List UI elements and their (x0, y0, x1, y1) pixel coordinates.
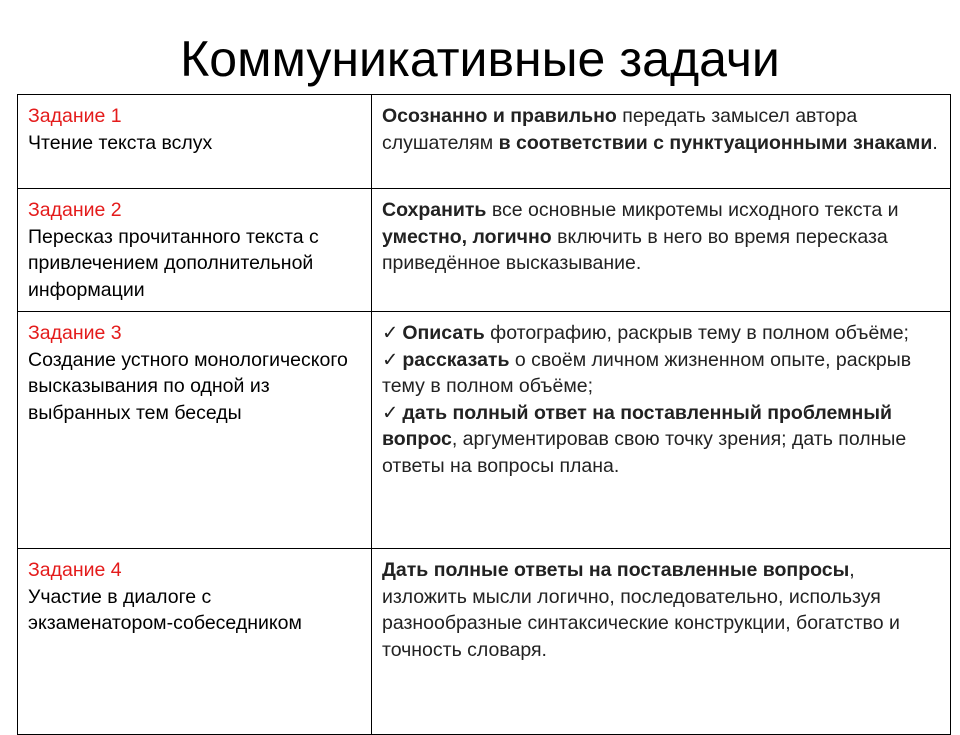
text-fragment: , изложить мысли логично, последовательно, используя разнообразные синтаксические конструкции, богатство и точность словаря. (382, 559, 900, 661)
bold-phrase: уместно, логично (382, 225, 552, 248)
checkmark-icon: ✓ (382, 348, 399, 371)
text-fragment: . (932, 131, 938, 154)
list-item (382, 347, 940, 400)
checkmark-icon: ✓ (382, 401, 399, 424)
task-name: Пересказ прочитанного текста с привлечением дополнительной информации (28, 225, 319, 301)
task-cell (18, 312, 372, 549)
bold-phrase: Описать (402, 322, 485, 344)
table-row (18, 95, 951, 189)
table-row (18, 312, 951, 549)
task-number: Задание 1 (28, 105, 122, 127)
bold-phrase: в соответствии с пунктуационными знаками (498, 131, 933, 154)
task-name: Чтение текста вслух (28, 131, 213, 154)
task-name: Создание устного монологического высказывания по одной из выбранных тем беседы (28, 348, 348, 424)
text-fragment: включить в него во время пересказа приведённое высказывание. (382, 225, 888, 274)
task-number: Задание 4 (28, 559, 122, 581)
slide-title: Коммуникативные задачи (180, 31, 780, 87)
task-name: Участие в диалоге с экзаменатором-собеседником (28, 585, 302, 634)
text-fragment: о своём личном жизненном опыте, раскрыв тему в полном объёме; (382, 348, 912, 397)
task-number: Задание 3 (28, 322, 122, 344)
list-item (382, 400, 940, 480)
task-number: Задание 2 (28, 199, 122, 221)
bold-phrase: дать полный ответ на поставленный проблемный вопрос (382, 401, 892, 450)
task-description (372, 549, 951, 735)
table-row (18, 189, 951, 312)
task-cell (18, 549, 372, 735)
text-fragment: все основные микротемы исходного текста и (486, 199, 899, 221)
task-description (372, 312, 951, 549)
text-fragment: передать замысел автора слушателям (382, 105, 858, 154)
tasks-table (17, 94, 951, 735)
checkmark-icon: ✓ (382, 322, 399, 344)
list-item (382, 320, 940, 347)
text-fragment: , аргументировав свою точку зрения; дать полные ответы на вопросы плана. (382, 428, 907, 477)
task-description (372, 95, 951, 189)
bold-phrase: Сохранить (382, 199, 487, 221)
task-cell (18, 189, 372, 312)
text-fragment: фотографию, раскрыв тему в полном объёме; (484, 322, 909, 344)
bold-phrase: Дать полные ответы на поставленные вопросы (382, 559, 850, 581)
task-cell (18, 95, 372, 189)
bold-phrase: Осознанно и правильно (382, 105, 617, 127)
task-description (372, 189, 951, 312)
bold-phrase: рассказать (402, 348, 510, 371)
table-row (18, 549, 951, 735)
